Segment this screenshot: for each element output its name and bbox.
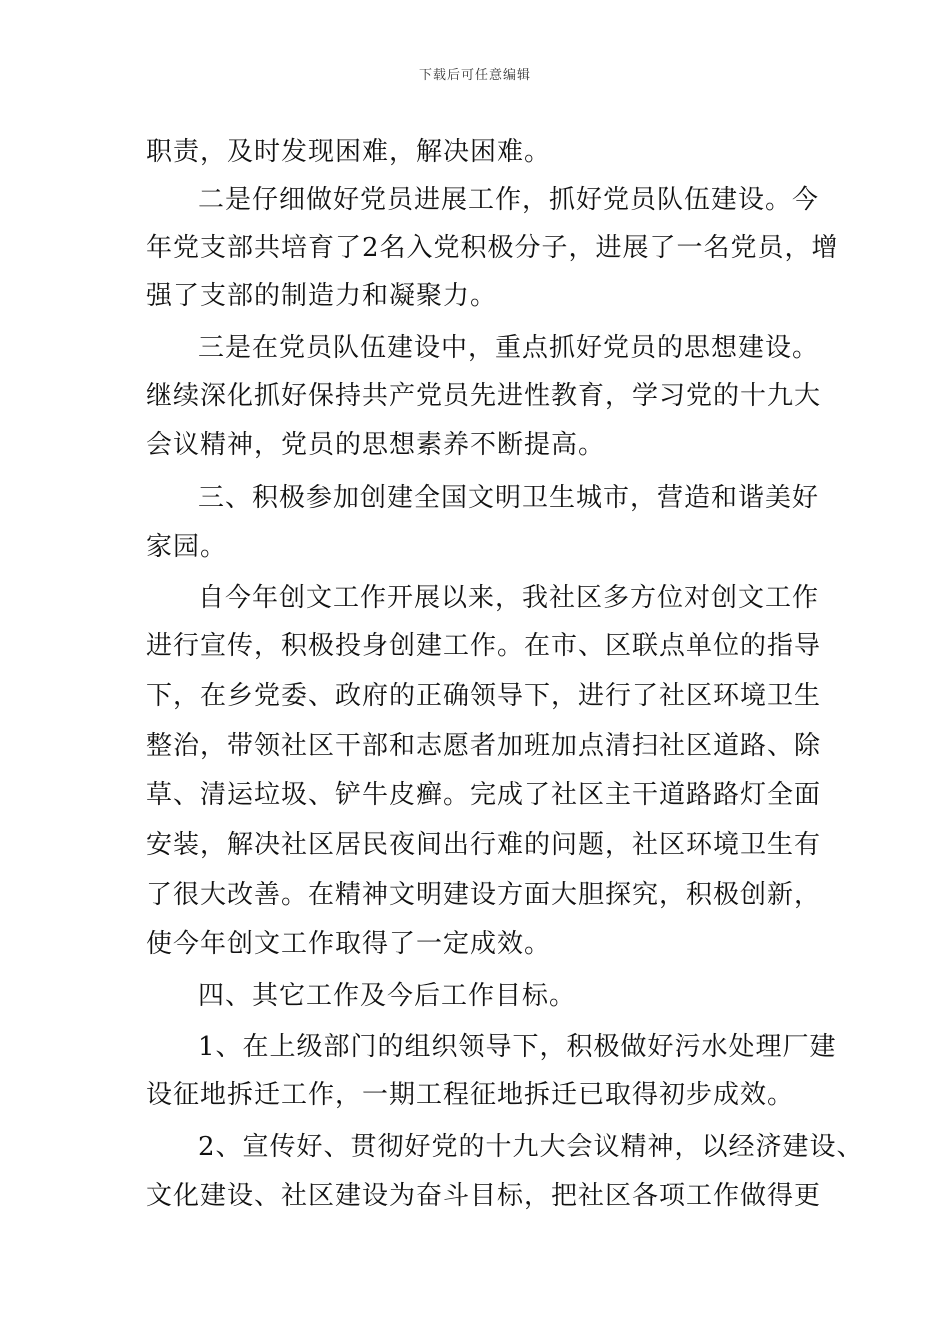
text-line: 了很大改善。在精神文明建设方面大胆探究，积极创新，: [146, 880, 822, 910]
text-line: 整治，带领社区干部和志愿者加班加点清扫社区道路、除: [146, 731, 822, 761]
text-line: 职责，及时发现困难，解决困难。: [146, 137, 552, 167]
text-line: 家园。: [146, 532, 228, 562]
text-line: 会议精神，党员的思想素养不断提高。: [146, 430, 606, 460]
text-line: 二是仔细做好党员进展工作，抓好党员队伍建设。今: [198, 185, 820, 215]
text-line: 三、积极参加创建全国文明卫生城市，营造和谐美好: [198, 483, 820, 513]
text-line: 年党支部共培育了2名入党积极分子，进展了一名党员，增: [146, 233, 839, 263]
text-line: 草、清运垃圾、铲牛皮癣。完成了社区主干道路路灯全面: [146, 780, 822, 810]
text-line: 进行宣传，积极投身创建工作。在市、区联点单位的指导: [146, 631, 822, 661]
text-line: 自今年创文工作开展以来，我社区多方位对创文工作: [198, 583, 820, 613]
text-line: 设征地拆迁工作，一期工程征地拆迁已取得初步成效。: [146, 1080, 795, 1110]
text-line: 安装，解决社区居民夜间出行难的问题，社区环境卫生有: [146, 830, 822, 860]
text-line: 2、宣传好、贯彻好党的十九大会议精神，以经济建设、: [198, 1132, 864, 1162]
text-line: 文化建设、社区建设为奋斗目标，把社区各项工作做得更: [146, 1181, 822, 1211]
text-line: 使今年创文工作取得了一定成效。: [146, 929, 552, 959]
text-line: 四、其它工作及今后工作目标。: [198, 981, 577, 1011]
text-line: 三是在党员队伍建设中，重点抓好党员的思想建设。: [198, 333, 820, 363]
text-line: 继续深化抓好保持共产党员先进性教育，学习党的十九大: [146, 381, 822, 411]
page-header: 下载后可任意编辑: [418, 68, 531, 83]
text-line: 强了支部的制造力和凝聚力。: [146, 281, 498, 311]
text-line: 1、在上级部门的组织领导下，积极做好污水处理厂建: [198, 1032, 837, 1062]
text-line: 下，在乡党委、政府的正确领导下，进行了社区环境卫生: [146, 681, 822, 711]
